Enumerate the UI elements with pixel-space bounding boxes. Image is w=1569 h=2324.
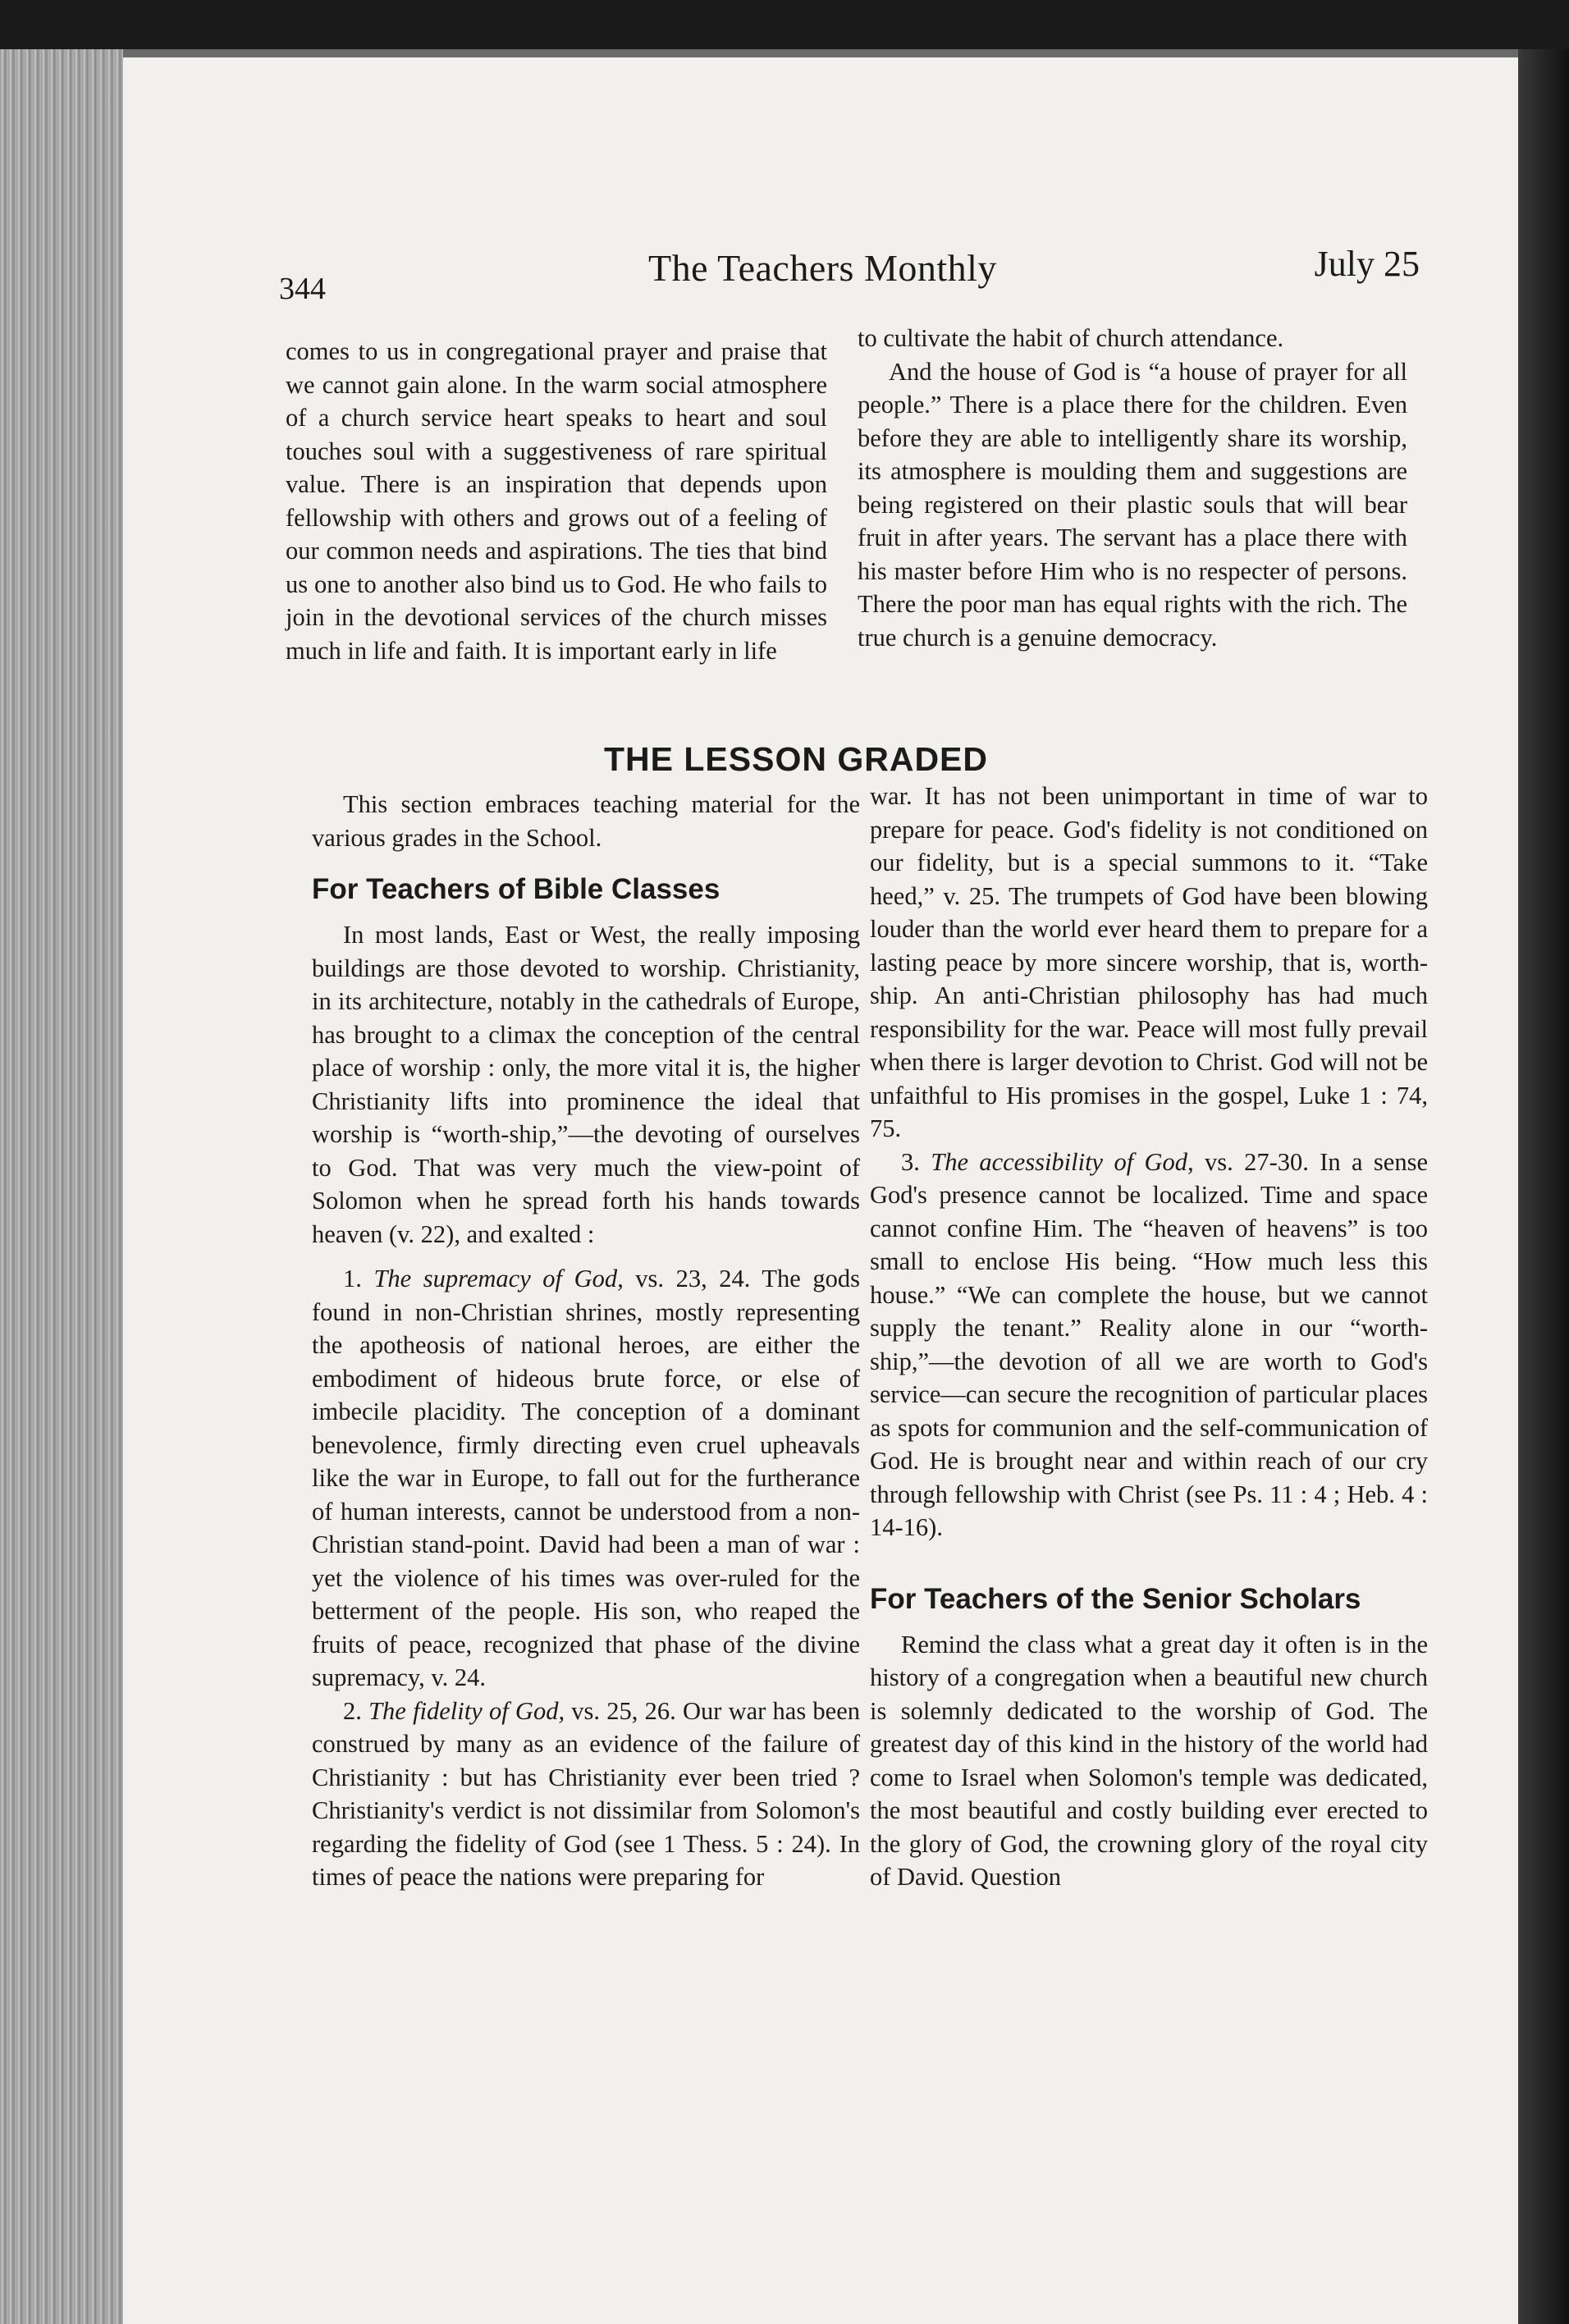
paragraph (312, 1695, 860, 1894)
item-text: vs. 23, 24. The gods found in non-Christian shrines, mostly representing the apotheosis of national heroes, are either the embodiment of hideous brute force, or else of imbecile placidity. The conception of a dominant benevolence, firmly directing even cruel upheavals like the war in Europe, to fall out for the furtherance of human interests, cannot be understood from a non-Christian stand-point. David had been a man of war : yet the violence of his times was over-ruled for the betterment of the people. His son, who reaped the fruits of peace, recognized that phase of the divine supremacy, v. 24. (312, 1265, 861, 1691)
binding-shadow (1518, 49, 1569, 2324)
paragraph: war. It has not been unimportant in time of war to prepare for peace. God's fidelity is not conditioned on our fidelity, but is a special summons to it. “Take heed,” v. 25. The trumpets of God have been blowing louder than the world ever heard them to prepare for a lasting peace by more sincere worship, that is, worth-ship. An anti-Christian philosophy has had much responsibility for the war. Peace will most fully prevail when there is larger devotion to Christ. God will not be unfaithful to His promises in the gospel, Luke 1 : 74, 75. (870, 782, 1428, 1142)
paragraph: And the house of God is “a house of prayer for all people.” There is a place there for the children. Even before they are able to intelligently share its worship, its atmosphere is moulding them and suggestions are being registered on their plastic souls that will bear fruit in after years. The servant has a place there with his master before Him who is no respecter of persons. There the poor man has equal rights with the rich. The true church is a genuine democracy. (858, 357, 1407, 652)
column-top-right (858, 322, 1407, 654)
spacer (312, 1251, 860, 1262)
item-number: 1. (343, 1265, 362, 1292)
paragraph: to cultivate the habit of church attendance. (858, 324, 1284, 352)
column-top-left (286, 335, 827, 667)
column-bottom-right (870, 780, 1428, 1894)
running-date: July 25 (1314, 244, 1420, 284)
item-text: vs. 27-30. In a sense God's presence cannot be localized. Time and space cannot confine Him. The “heaven of heavens” is too small to enclose His being. “How much less this house.” “We can complete the house, but we cannot supply the tenant.” Reality alone in our “worth-ship,”—the devotion of all we are worth to God's service—can secure the recognition of particular places as spots for communion and the self-communication of God. He is brought near and within reach of our cry through fellowship with Christ (see Ps. 11 : 4 ; Heb. 4 : 14-16). (870, 1147, 1428, 1541)
running-title: The Teachers Monthly (648, 247, 997, 289)
paragraph (870, 1146, 1428, 1544)
item-title: The supremacy of God, (373, 1265, 624, 1292)
item-title: The fidelity of God, (368, 1696, 565, 1725)
section-heading: THE LESSON GRADED (603, 740, 989, 778)
subheading-senior-scholars: For Teachers of the Senior Scholars (870, 1582, 1361, 1615)
intro-paragraph: This section embraces teaching material for the various grades in the School. (312, 790, 860, 852)
item-number: 2. (343, 1696, 362, 1725)
page-header (279, 238, 1420, 304)
paragraph (312, 1262, 860, 1695)
item-title: The accessibility of God, (931, 1147, 1194, 1176)
item-number: 3. (901, 1147, 920, 1176)
paragraph: comes to us in congregational prayer and praise that we cannot gain alone. In the warm social atmosphere of a church service heart speaks to heart and soul touches soul with a suggestiveness of rare spiritual value. There is an inspiration that depends upon fellowship with others and grows out of a feeling of our common needs and aspirations. The ties that bind us one to another also bind us to God. He who fails to join in the devotional services of the church misses much in life and faith. It is important early in life (286, 337, 827, 665)
page-number: 344 (279, 272, 326, 306)
item-text: vs. 25, 26. Our war has been construed by many as an evidence of the failure of Christianity : but has Christianity ever been tried ? Christianity's verdict is not dissimilar from Solomon's regarding the fidelity of God (see 1 Thess. 5 : 24). In times of peace the nations were preparing for (312, 1696, 860, 1891)
column-bottom-left (312, 788, 860, 1894)
paragraph: In most lands, East or West, the really imposing buildings are those devoted to worship. Christianity, in its architecture, notably in the cathedrals of Europe, has brought to a climax the conception of the central place of worship : only, the more vital it is, the higher Christianity lifts into prominence the ideal that worship is “worth-ship,”—the devoting of ourselves to God. That was very much the view-point of Solomon when he spread forth his hands towards heaven (v. 22), and exalted : (312, 921, 860, 1248)
subheading-bible-classes: For Teachers of Bible Classes (312, 873, 720, 905)
paragraph: Remind the class what a great day it often is in the history of a congregation when a beautiful new church is solemnly dedicated to the worship of God. The greatest day of this kind in the history of the world had come to Israel when Solomon's temple was dedicated, the most beautiful and costly building ever erected to the glory of God, the crowning glory of the royal city of David. Question (870, 1630, 1428, 1891)
page-edges (0, 49, 123, 2324)
